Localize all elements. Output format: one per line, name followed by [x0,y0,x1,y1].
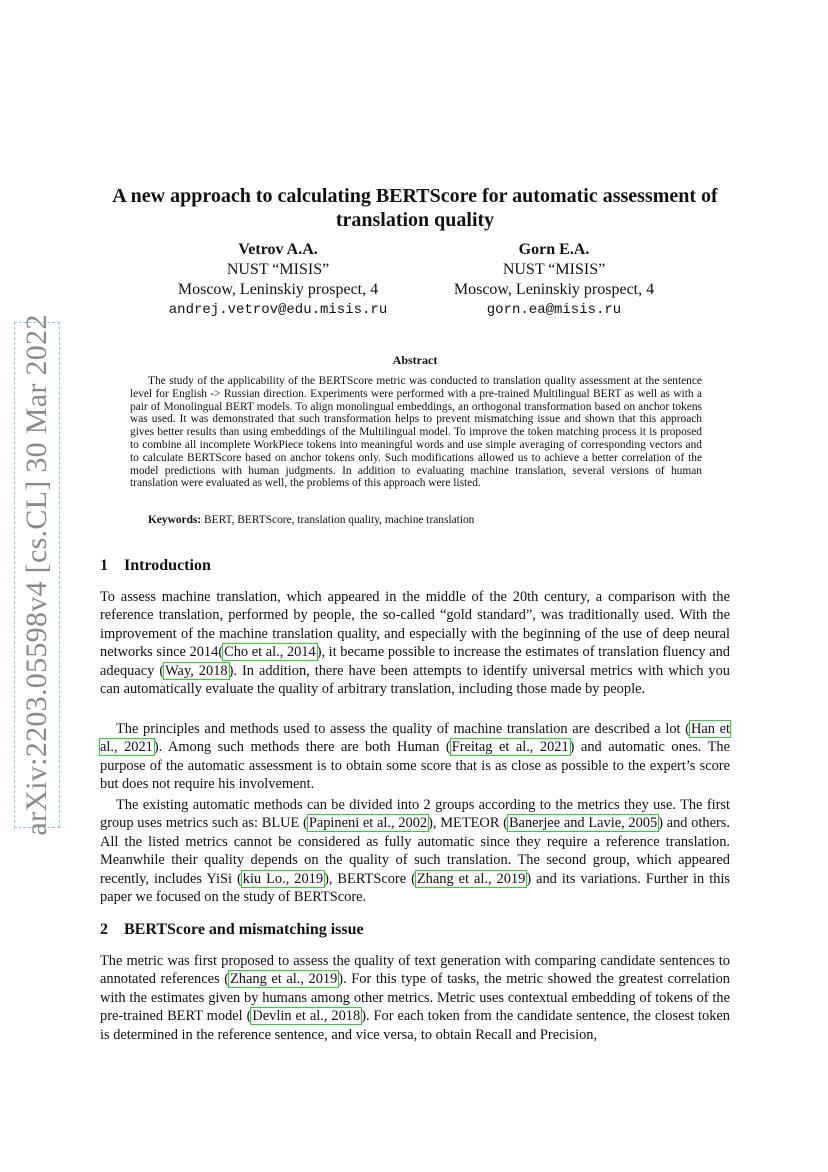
citation-link[interactable]: Cho et al., 2014 [224,644,316,661]
abstract-text: The study of the applicability of the BERTScore metric was conducted to translation quality assessment at the sentence level for English -> Russian direction. Experiments were performed with a pre-trained Multilingual BERT as well as with a pair of Monolingual BERT models. To align monolingual embeddings, an orthogonal transformation based on anchor tokens was used. It was demonstrated that such transformation helps to prevent mismatching issue and shown that this approach gives better results than using embeddings of the Multilingual model. To improve the token matching process it is proposed to combine all incomplete WorkPiece tokens into meaningful words and use simple averaging of corresponding vectors and to calculate BERTScore based on anchor tokens only. Such modifications allowed us to achieve a better correlation of the model predictions with human judgments. In addition to evaluating machine translation, several versions of human translation were evaluated as well, the problems of this approach were listed. [130,375,702,490]
keywords-line [148,514,708,527]
author-affiliation: NUST “MISIS” [502,261,606,278]
author-email: andrej.vetrov@edu.misis.ru [168,302,388,318]
citation-link[interactable]: Way, 2018 [165,662,228,679]
citation-link[interactable]: Zhang et al., 2019 [230,971,338,988]
paper-title: A new approach to calculating BERTScore for automatic assessment of translation quality [112,185,718,231]
citation-link[interactable]: kiu Lo., 2019 [242,870,324,887]
abstract-heading: Abstract [392,353,438,367]
citation-link[interactable]: Papineni et al., 2002 [308,815,428,832]
keywords-label: Keywords: [148,514,202,526]
section-title: Introduction [124,557,211,574]
section-heading-bertscore [100,921,364,939]
author-name: Gorn E.A. [518,241,590,258]
author-block-1 [128,240,428,320]
author-email: gorn.ea@misis.ru [486,302,622,318]
arxiv-identifier-stamp[interactable] [14,314,60,836]
paragraph: The principles and methods used to assess the quality of machine translation are described a lot (Han et al., 2021). Among such methods there are both Human (Freitag et al., 2021) and automatic ones. The purpose of the automatic assessment is to obtain some score that is as close as possible to the expert’s score but does not require his involvement. [100,721,731,793]
author-affiliation: NUST “MISIS” [226,261,330,278]
section-number: 1 [100,557,108,574]
arxiv-identifier-text: arXiv:2203.05598v4 [cs.CL] 30 Mar 2022 [20,314,53,836]
paragraph: To assess machine translation, which appeared in the middle of the 20th century, a comparison with the reference translation, performed by people, the so-called “gold standard”, was traditionally used. With the improvement of the machine translation quality, and especially with the beginning of the use of deep neural networks since 2014(Cho et al., 2014), it became possible to increase the estimates of translation fluency and adequacy (Way, 2018). In addition, there have been attempts to identify universal metrics with which you can automatically evaluate the quality of arbitrary translation, including those made by people. [100,589,730,698]
keywords-list: BERT, BERTScore, translation quality, machine translation [204,514,475,526]
author-block-2 [404,240,704,320]
section-number: 2 [100,921,108,938]
author-name: Vetrov A.A. [238,241,318,258]
section-heading-introduction [100,557,211,575]
citation-link[interactable]: Devlin et al., 2018 [252,1008,361,1025]
citation-link[interactable]: Han et al., 2021 [100,721,730,756]
citation-link[interactable]: Banerjee and Lavie, 2005 [508,815,658,832]
paragraph: The metric was first proposed to assess the quality of text generation with comparing candidate sentences to annotated references (Zhang et al., 2019). For this type of tasks, the metric showed the greatest correlation with the estimates given by humans among other metrics. Metric uses contextual embedding of tokens of the pre-trained BERT model (Devlin et al., 2018). For each token from the candidate sentence, the closest token is determined in the reference sentence, and vice versa, to obtain Recall and Precision, [100,953,730,1043]
author-address: Moscow, Leninskiy prospect, 4 [453,281,655,298]
citation-link[interactable]: Freitag et al., 2021 [451,739,569,756]
paragraph: The existing automatic methods can be divided into 2 groups according to the metrics they use. The first group uses metrics such as: BLUE (Papineni et al., 2002), METEOR (Banerjee and Lavie, 2005) and others. All the listed metrics cannot be considered as fully automatic since they require a reference translation. Meanwhile their quality depends on the quality of such translation. The second group, which appeared recently, includes YiSi (kiu Lo., 2019), BERTScore (Zhang et al., 2019) and its variations. Further in this paper we focused on the study of BERTScore. [100,797,731,906]
author-address: Moscow, Leninskiy prospect, 4 [177,281,379,298]
section-title: BERTScore and mismatching issue [124,921,364,938]
citation-link[interactable]: Zhang et al., 2019 [416,870,526,887]
